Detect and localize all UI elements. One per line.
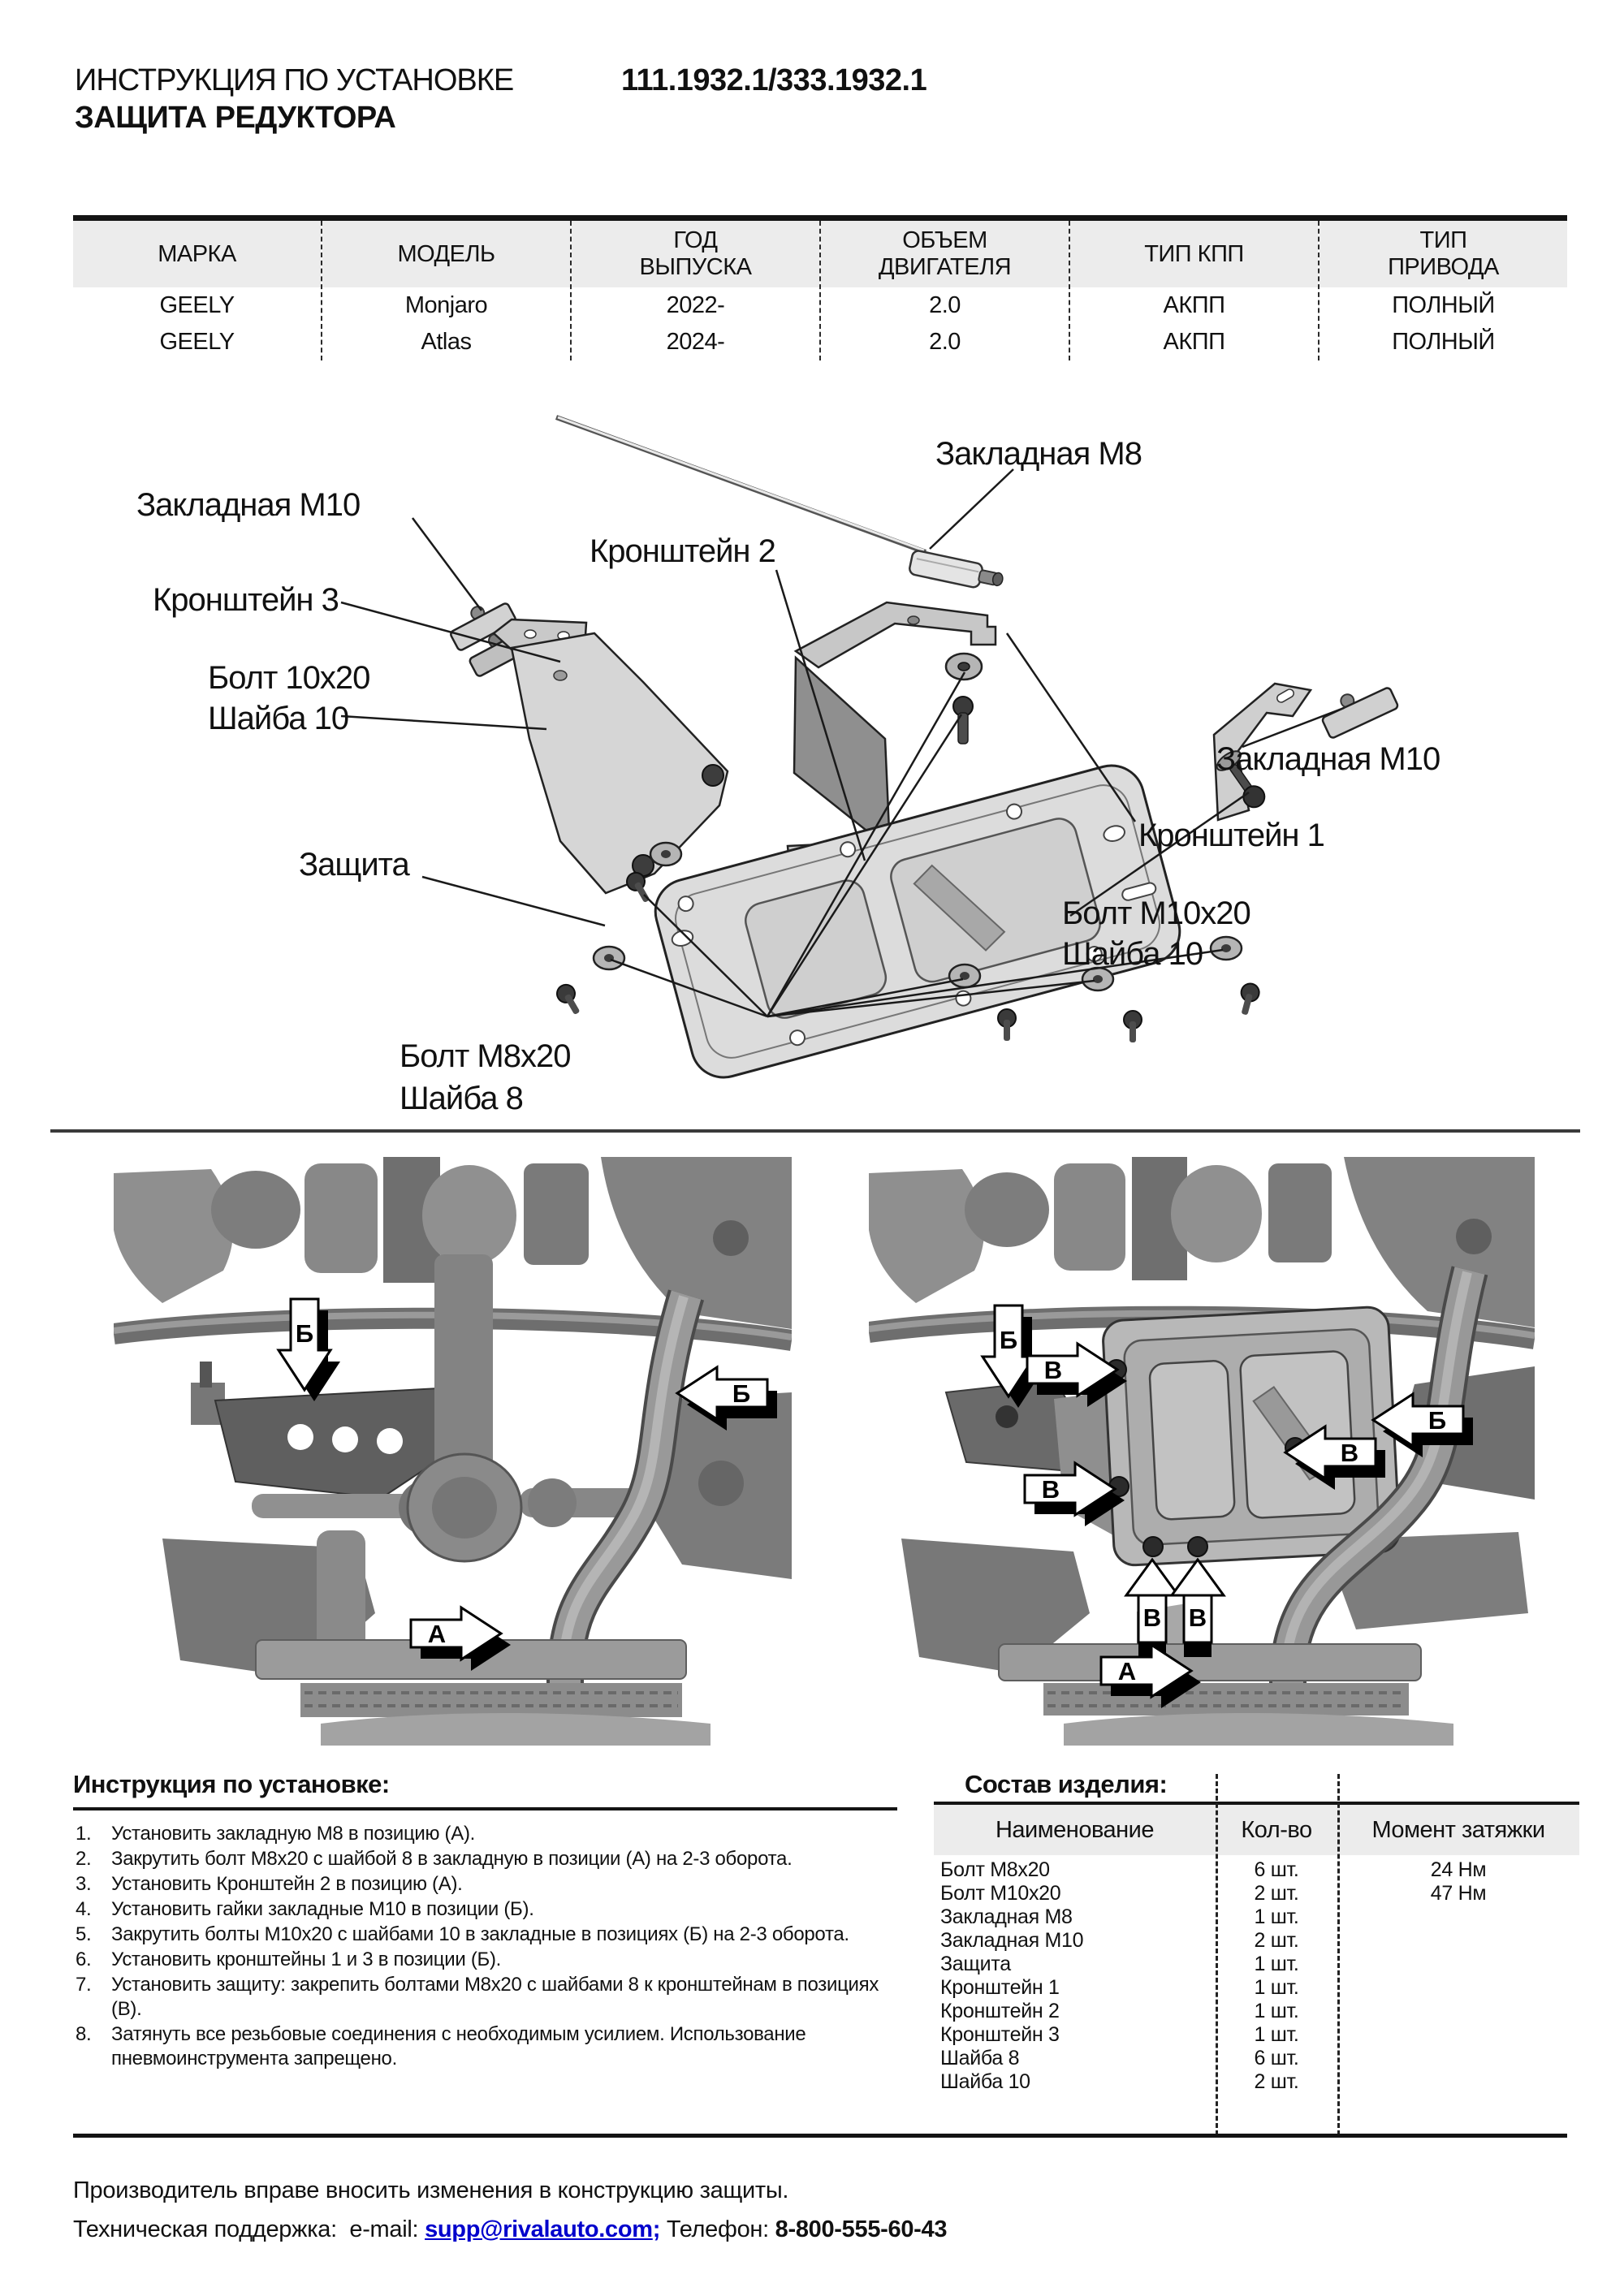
diagram-label: Шайба 10 [208,701,349,736]
diagram-label: Закладная М10 [136,487,361,523]
svg-text:Б: Б [732,1379,751,1408]
svg-text:В: В [1041,1475,1060,1504]
email-suffix: ; [652,2216,661,2242]
diagram-label: Закладная М8 [935,436,1142,472]
exploded-diagram [73,390,1567,1129]
diagram-label: Болт М10х20 [1062,896,1250,931]
vehicle-table-col-drive [1320,221,1567,360]
bolt-part [953,697,973,744]
table-cell: 2024- [666,329,725,355]
table-cell: GEELY [159,292,235,318]
composition-row: Кронштейн 3 1 шт. [940,2023,1299,2046]
diagram-label: Кронштейн 1 [1138,818,1324,853]
instruction-step: 5. Закрутить болты М10х20 с шайбами 10 в закладные в позициях (Б) на 2-3 оборота. [76,1923,849,1945]
bracket-3-part [494,619,728,893]
svg-text:А: А [427,1620,447,1648]
table-cell: GEELY [159,329,235,355]
embedded-nut-m10-plate-right [1316,676,1398,739]
column-header: МОДЕЛЬ [322,221,570,287]
composition-row: Закладная М8 1 шт. [940,1905,1299,1928]
instruction-step: 7. Установить защиту: закрепить болтами М8х20 с шайбами 8 к кронштейнам в позициях (В). [76,1974,879,2020]
footer-divider [73,2134,1567,2138]
instruction-step: 3. Установить Кронштейн 2 в позицию (А). [76,1873,463,1895]
composition-row: Шайба 8 6 шт. [940,2047,1299,2069]
instructions-underline [73,1807,897,1810]
photo-underbody-before [114,1157,792,1746]
vehicle-table [73,215,1567,360]
photo-content [869,1157,1535,1746]
composition-row: Кронштейн 1 1 шт. [940,1976,1299,1999]
diagram-label: Болт М8х20 [400,1038,571,1074]
column-header: ОБЪЕМ ДВИГАТЕЛЯ [821,221,1069,287]
column-header: ГОД ВЫПУСКА [572,221,819,287]
vehicle-table-col-year [572,221,821,360]
svg-text:Б: Б [999,1326,1018,1354]
table-cell: ПОЛНЫЙ [1392,292,1495,318]
diagram-label: Болт 10х20 [208,660,370,696]
vehicle-table-col-gearbox [1070,221,1320,360]
support-label: Техническая поддержка: [73,2216,337,2242]
composition-row: Кронштейн 2 1 шт. [940,2000,1299,2022]
diagram-label: Кронштейн 2 [590,533,775,569]
svg-text:В: В [1142,1603,1162,1632]
composition-row: Болт М8х20 6 шт. 24 Нм [940,1858,1487,1881]
svg-text:В: В [1188,1603,1207,1632]
diagram-label: Кронштейн 3 [153,582,339,618]
svg-text:В: В [1043,1356,1063,1384]
table-cell: ПОЛНЫЙ [1392,329,1495,355]
column-header-name: Наименование [995,1816,1155,1843]
instruction-step: 8. Затянуть все резьбовые соединения с необходимым усилием. Использование пневмоинструмента запрещено. [76,2023,806,2069]
vehicle-table-col-model [322,221,572,360]
support-phone: 8-800-555-60-43 [775,2216,948,2242]
composition-row: Шайба 10 2 шт. [940,2070,1299,2093]
instruction-step: 6. Установить кронштейны 1 и 3 в позиции (Б). [76,1949,502,1970]
column-header-qty: Кол-во [1241,1816,1312,1843]
composition-column-divider [1337,1774,1340,2135]
instruction-step: 1. Установить закладную М8 в позицию (А). [76,1823,476,1845]
table-cell: АКПП [1163,292,1225,318]
svg-text:Б: Б [1427,1406,1447,1435]
instructions-title: Инструкция по установке: [73,1770,390,1798]
vehicle-table-col-engine [821,221,1070,360]
instruction-step: 4. Установить гайки закладные М10 в позиции (Б). [76,1898,534,1920]
doc-title-line2: ЗАЩИТА РЕДУКТОРА [75,101,396,135]
phone-label: Телефон: [666,2216,769,2242]
column-header: ТИП ПРИВОДА [1320,221,1567,287]
embedded-nut-m8-part [909,550,1005,593]
table-cell: Atlas [421,329,472,355]
composition-header-row [934,1805,1579,1855]
table-cell: Monjaro [404,292,488,318]
footer-support-line [73,2216,947,2243]
composition-row: Болт М10х20 2 шт. 47 Нм [940,1882,1487,1905]
diagram-label: Шайба 8 [400,1081,523,1116]
composition-row: Закладная М10 2 шт. [940,1929,1299,1952]
support-email-link[interactable]: supp@rivalauto.com [425,2216,653,2242]
diagram-label: Защита [299,847,409,883]
composition-rows [934,1858,1579,2094]
footer-disclaimer: Производитель вправе вносить изменения в конструкцию защиты. [73,2177,789,2203]
composition-title: Состав изделия: [965,1770,1168,1798]
table-cell: АКПП [1163,329,1225,355]
svg-text:В: В [1340,1439,1359,1467]
photo-underbody-after [869,1157,1535,1746]
vehicle-table-col-marka [73,221,322,360]
diagram-label: Закладная М10 [1216,741,1440,777]
composition-row: Защита 1 шт. [940,1953,1299,1975]
doc-title-line1: ИНСТРУКЦИЯ ПО УСТАНОВКЕ [75,63,514,97]
part-number: 111.1932.1/333.1932.1 [621,63,927,97]
table-cell: 2.0 [929,292,961,318]
diagram-label: Шайба 10 [1062,936,1203,972]
section-divider [50,1129,1580,1133]
table-cell: 2.0 [929,329,961,355]
column-header-torque: Момент затяжки [1371,1816,1545,1843]
table-cell: 2022- [666,292,725,318]
instructions-list [73,1822,909,2072]
email-label: e-mail: [349,2216,419,2242]
composition-column-divider [1216,1774,1218,2135]
svg-text:Б: Б [295,1319,314,1348]
svg-text:А: А [1117,1657,1137,1685]
instruction-step: 2. Закрутить болт М8х20 с шайбой 8 в закладную в позиции (А) на 2-3 оборота. [76,1848,793,1870]
column-header: МАРКА [73,221,321,287]
column-header: ТИП КПП [1070,221,1318,287]
